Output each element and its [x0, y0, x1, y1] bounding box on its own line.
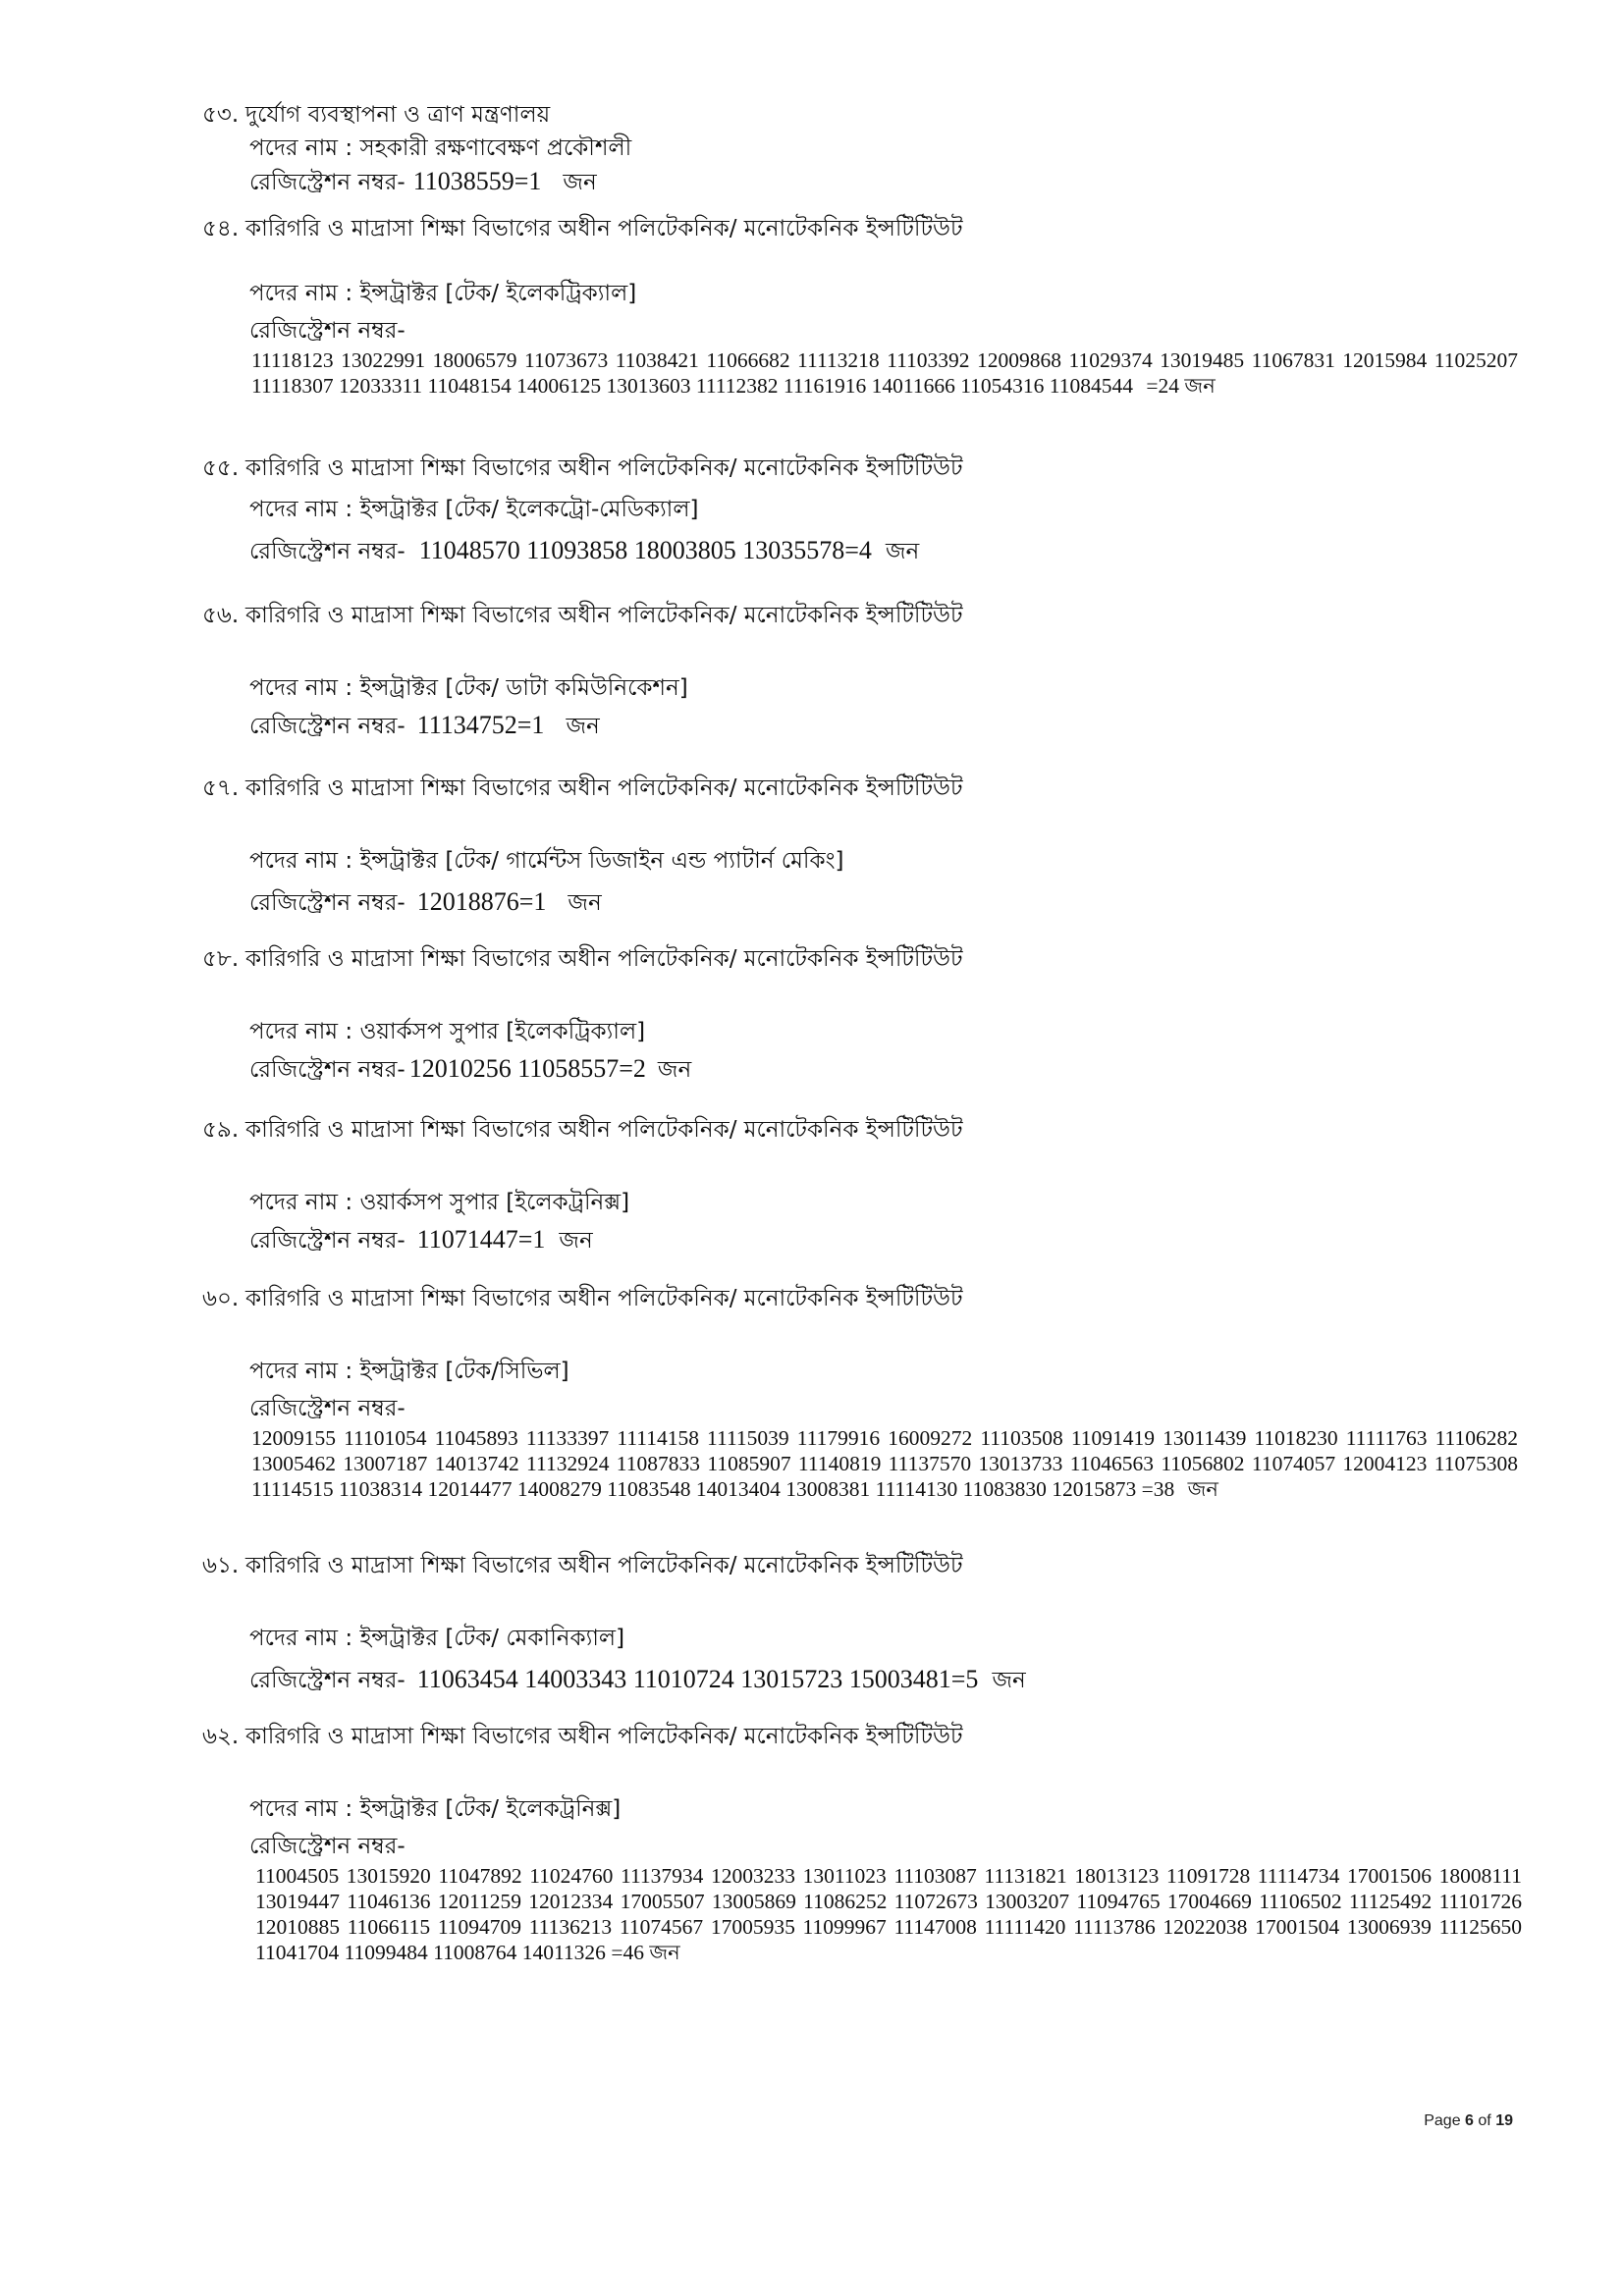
registration-label: রেজিস্ট্রেশন নম্বর-	[249, 318, 406, 344]
section-heading	[202, 1282, 1577, 1315]
section-61	[202, 1549, 1577, 1697]
registration-line	[249, 165, 1577, 199]
section-heading	[202, 1720, 1577, 1753]
registration-label: রেজিস্ট্রেশন নম্বর-	[249, 1834, 406, 1859]
count-unit: জন	[885, 539, 920, 564]
registration-label: রেজিস্ট্রেশন নম্বর-	[249, 1057, 406, 1083]
registration-line	[249, 885, 1577, 920]
registration-label: রেজিস্ট্রেশন নম্বর-	[249, 890, 406, 916]
registration-line	[249, 1052, 1577, 1087]
section-heading	[202, 98, 1577, 132]
section-heading	[202, 599, 1577, 632]
registration-line	[249, 534, 1577, 568]
registration-numbers: 11118123 13022991 18006579 11073673 11038421 11066682 11113218 11103392 12009868 11029374 13019485 11067831 12015984 11025207 11118307 12033311 11048154 14006125 13013603 11112382 11161916 14011666 11054316 11084544	[251, 348, 1518, 398]
post-name: পদের নাম : ওয়ার্কসপ সুপার [ইলেকট্রনিক্স]	[249, 1190, 630, 1215]
ministry-name: দুর্যোগ ব্যবস্থাপনা ও ত্রাণ মন্ত্রণালয়	[245, 102, 551, 128]
section-62	[202, 1720, 1577, 1965]
count-unit: জন	[992, 1668, 1026, 1693]
ministry-name: কারিগরি ও মাদ্রাসা শিক্ষা বিভাগের অধীন পলিটেকনিক/ মনোটেকনিক ইন্সটিটিউট	[245, 603, 963, 628]
current-page: 6	[1465, 2112, 1474, 2129]
section-59	[202, 1113, 1577, 1257]
section-number: ৬০.	[202, 1286, 240, 1311]
registration-total: =24	[1146, 374, 1180, 398]
section-53	[202, 98, 1577, 199]
count-unit: জন	[566, 714, 600, 739]
count-unit: জন	[1184, 374, 1216, 398]
ministry-name: কারিগরি ও মাদ্রাসা শিক্ষা বিভাগের অধীন পলিটেকনিক/ মনোটেকনিক ইন্সটিটিউট	[245, 775, 963, 801]
registration-label: রেজিস্ট্রেশন নম্বর-	[249, 539, 406, 564]
post-name: পদের নাম : ইন্সট্রাক্টর [টেক/ ডাটা কমিউনিকেশন]	[249, 675, 688, 701]
section-54	[202, 212, 1577, 399]
registration-label: রেজিস্ট্রেশন নম্বর-	[249, 1228, 406, 1254]
ministry-name: কারিগরি ও মাদ্রাসা শিক্ষা বিভাগের অধীন পলিটেকনিক/ মনোটেকনিক ইন্সটিটিউট	[245, 216, 963, 241]
count-unit: জন	[559, 1228, 593, 1254]
section-heading	[202, 212, 1577, 245]
section-56	[202, 599, 1577, 743]
registration-numbers: 11134752=1	[416, 711, 545, 739]
post-name: পদের নাম : ওয়ার্কসপ সুপার [ইলেকট্রিক্যাল]	[249, 1019, 646, 1044]
registration-total: =46	[611, 1941, 644, 1964]
section-heading	[202, 1113, 1577, 1147]
post-name: পদের নাম : ইন্সট্রাক্টর [টেক/ ইলেকট্রনিক্স]	[249, 1796, 622, 1822]
total-pages: 19	[1495, 2112, 1513, 2129]
registration-label: রেজিস্ট্রেশন নম্বর-	[249, 714, 406, 739]
registration-numbers: 11038559=1	[412, 167, 542, 195]
section-number: ৫৮.	[202, 946, 240, 972]
of-word: of	[1478, 2112, 1491, 2129]
section-57	[202, 772, 1577, 920]
registration-label: রেজিস্ট্রেশন নম্বর-	[249, 1668, 406, 1693]
ministry-name: কারিগরি ও মাদ্রাসা শিক্ষা বিভাগের অধীন পলিটেকনিক/ মনোটেকনিক ইন্সটিটিউট	[245, 1117, 963, 1143]
section-heading	[202, 1549, 1577, 1582]
section-55	[202, 452, 1577, 568]
count-unit: জন	[657, 1057, 692, 1083]
ministry-name: কারিগরি ও মাদ্রাসা শিক্ষা বিভাগের অধীন পলিটেকনিক/ মনোটেকনিক ইন্সটিটিউট	[245, 1286, 963, 1311]
section-heading	[202, 452, 1577, 485]
registration-total: =38	[1141, 1477, 1175, 1501]
registration-numbers: 11071447=1	[416, 1225, 546, 1254]
count-unit: জন	[1187, 1477, 1218, 1501]
count-unit: জন	[563, 170, 597, 195]
section-heading	[202, 772, 1577, 805]
registration-numbers: 11063454 14003343 11010724 13015723 15003481=5	[416, 1665, 979, 1693]
registration-numbers: 12009155 11101054 11045893 11133397 11114158 11115039 11179916 16009272 11103508 11091419 13011439 11018230 11111763 11106282 13005462 13007187 14013742 11132924 11087833 11085907 11140819 11137570 13013733 11046563 11056802 11074057 12004123 11075308 11114515 11038314 12014477 14008279 11083548 14013404 13008381 11114130 11083830 12015873	[251, 1426, 1518, 1501]
count-unit: জন	[649, 1941, 680, 1964]
registration-line	[249, 1223, 1577, 1257]
section-58	[202, 942, 1577, 1087]
registration-numbers: 12010256 11058557=2	[408, 1054, 646, 1083]
registration-line	[249, 709, 1577, 743]
section-60	[202, 1282, 1577, 1502]
registration-line	[249, 1663, 1577, 1697]
registration-numbers-block	[251, 1425, 1518, 1502]
page-number-footer	[1424, 2112, 1513, 2130]
section-heading	[202, 942, 1577, 976]
registration-label: রেজিস্ট্রেশন নম্বর-	[249, 170, 406, 195]
registration-numbers: 11004505 13015920 11047892 11024760 11137934 12003233 13011023 11103087 11131821 18013123 11091728 11114734 17001506 18008111 13019447 11046136 12011259 12012334 17005507 13005869 11086252 11072673 13003207 11094765 17004669 11106502 11125492 11101726 12010885 11066115 11094709 11136213 11074567 17005935 11099967 11147008 11111420 11113786 12022038 17001504 13006939 11125650 11041704 11099484 11008764 14011326	[255, 1864, 1522, 1964]
page-word: Page	[1424, 2112, 1461, 2129]
section-number: ৬২.	[202, 1724, 240, 1749]
ministry-name: কারিগরি ও মাদ্রাসা শিক্ষা বিভাগের অধীন পলিটেকনিক/ মনোটেকনিক ইন্সটিটিউট	[245, 1553, 963, 1578]
registration-numbers-block	[251, 347, 1518, 399]
ministry-name: কারিগরি ও মাদ্রাসা শিক্ষা বিভাগের অধীন পলিটেকনিক/ মনোটেকনিক ইন্সটিটিউট	[245, 946, 963, 972]
count-unit: জন	[568, 890, 602, 916]
registration-label: রেজিস্ট্রেশন নম্বর-	[249, 1396, 406, 1421]
ministry-name: কারিগরি ও মাদ্রাসা শিক্ষা বিভাগের অধীন পলিটেকনিক/ মনোটেকনিক ইন্সটিটিউট	[245, 1724, 963, 1749]
section-number: ৬১.	[202, 1553, 240, 1578]
ministry-name: কারিগরি ও মাদ্রাসা শিক্ষা বিভাগের অধীন পলিটেকনিক/ মনোটেকনিক ইন্সটিটিউট	[245, 455, 963, 481]
section-number: ৫৬.	[202, 603, 240, 628]
post-name: পদের নাম : ইন্সট্রাক্টর [টেক/সিভিল]	[249, 1359, 569, 1384]
section-number: ৫৯.	[202, 1117, 240, 1143]
section-number: ৫৩.	[202, 102, 240, 128]
registration-numbers: 11048570 11093858 18003805 13035578=4	[418, 536, 872, 564]
post-name: পদের নাম : ইন্সট্রাক্টর [টেক/ ইলেকট্রিক্যাল]	[249, 281, 637, 306]
registration-numbers: 12018876=1	[416, 887, 547, 916]
section-number: ৫৫.	[202, 455, 240, 481]
post-name: পদের নাম : ইন্সট্রাক্টর [টেক/ ইলেকট্রো-মেডিক্যাল]	[249, 497, 699, 522]
registration-numbers-block	[255, 1863, 1522, 1965]
section-number: ৫৪.	[202, 216, 240, 241]
post-name: পদের নাম : সহকারী রক্ষণাবেক্ষণ প্রকৌশলী	[249, 135, 632, 161]
post-name: পদের নাম : ইন্সট্রাক্টর [টেক/ গার্মেন্টস ডিজাইন এন্ড প্যাটার্ন মেকিং]	[249, 848, 844, 874]
section-number: ৫৭.	[202, 775, 240, 801]
post-name: পদের নাম : ইন্সট্রাক্টর [টেক/ মেকানিক্যাল]	[249, 1626, 625, 1651]
